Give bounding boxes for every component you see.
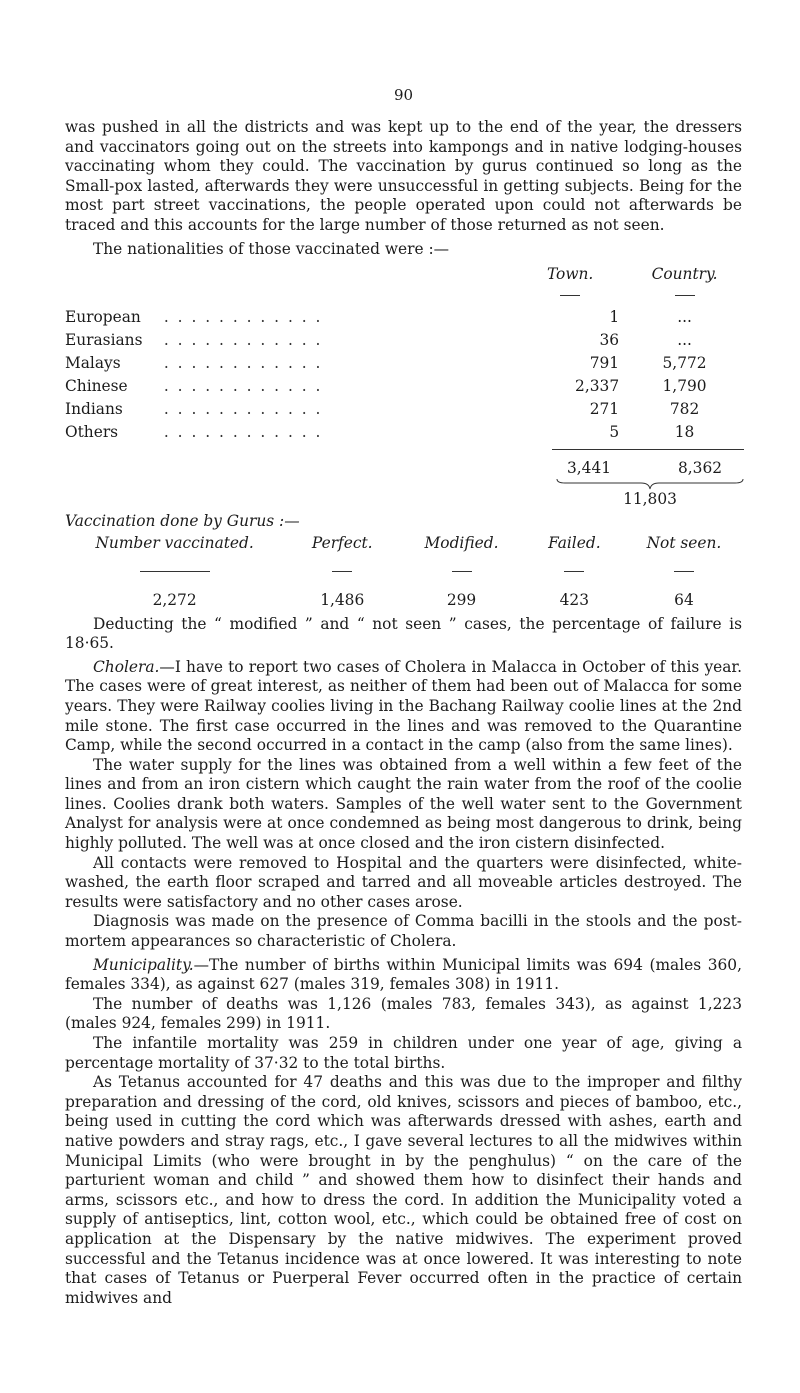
gurus-values-row	[65, 581, 742, 615]
town-value: 2,337	[575, 377, 620, 396]
totals-block	[65, 446, 742, 508]
row-label: Malays	[65, 354, 121, 373]
municipality-text-1: —The number of births within Municipal limits was 694 (males 360, females 334), as against 627 (males 319, females 308) in 1911.	[65, 955, 742, 994]
municipality-heading: Municipality.	[93, 955, 194, 974]
cholera-paragraph-1	[65, 658, 742, 756]
leader-dots: . . . . . . . . . . . .	[163, 308, 323, 327]
town-value: 5	[609, 423, 620, 442]
row-label: Indians	[65, 400, 123, 419]
municipality-paragraph-4: As Tetanus accounted for 47 deaths and this was due to the improper and filthy preparation and dressing of the cord, old knives, scissors and pieces of bamboo, etc., being used in cutting the cord which was afterwards dressed with ashes, earth and native powders and stray rags, etc., I gave several lectures to all the midwives within Municipal Limits (who were brought in by the penghulus) “ on the care of the parturient woman and child ” and showed them how to disinfect their hands and arms, scissors etc., and how to dress the cord. In addition the Municipality voted a supply of antiseptics, lint, cotton wool, etc., which could be obtained free of cost on application at the Dispensary by the native midwives. The experiment proved successful and the Tetanus incidence was at once lowered. It was interesting to note that cases of Tetanus or Puerperal Fever occurred often in the practice of certain midwives and	[65, 1073, 742, 1307]
row-label: Eurasians	[65, 331, 143, 350]
table-row	[65, 423, 742, 446]
leader-dots: . . . . . . . . . . . .	[163, 331, 323, 350]
cholera-paragraph-2: The water supply for the lines was obtained from a well within a few feet of the lines and from an iron cistern which caught the rain water from the roof of the coolie lines. Coolies drank both waters. Samples of the well water sent to the Government Analyst for analysis were at once condemned as being most dangerous to drink, being highly polluted. The well was at once closed and the iron cistern disinfected.	[65, 755, 742, 853]
header-dash	[332, 571, 352, 572]
intro-paragraph: was pushed in all the districts and was kept up to the end of the year, the dressers and vaccinators going out on the streets into kampongs and in native lodging-houses vaccinating whom they could. The vaccination by gurus continued so long as the Small-pox lasted, afterwards they were unsuccessful in getting subjects. Being for the most part street vaccinations, the people operated upon could not afterwards be traced and this accounts for the large number of those returned as not seen.	[65, 118, 742, 234]
header-dash	[560, 295, 580, 296]
table-row	[65, 331, 742, 354]
country-value: 1,790	[662, 377, 707, 396]
col-country-header: Country.	[651, 265, 718, 284]
header-dash	[675, 295, 695, 296]
gurus-title: Vaccination done by Gurus :—	[65, 512, 300, 531]
gurus-header: Number vaccinated.	[95, 533, 254, 552]
row-label: Others	[65, 423, 119, 442]
gurus-header-row	[65, 532, 742, 554]
gurus-value: 2,272	[152, 590, 197, 609]
gurus-table	[65, 532, 742, 615]
row-label: Chinese	[65, 377, 128, 396]
nationalities-intro: The nationalities of those vaccinated were :—	[93, 239, 450, 258]
gurus-value: 1,486	[320, 590, 365, 609]
leader-dots: . . . . . . . . . . . .	[163, 400, 323, 419]
table-row	[65, 400, 742, 423]
cholera-heading: Cholera.	[93, 657, 160, 676]
municipality-paragraph-1	[65, 956, 742, 995]
town-value: 271	[589, 400, 620, 419]
deducting-paragraph: Deducting the “ modified ” and “ not seen ” cases, the percentage of failure is 18·65.	[65, 614, 742, 653]
table-row	[65, 354, 742, 377]
leader-dots: . . . . . . . . . . . .	[163, 377, 323, 396]
totals-rule	[552, 449, 744, 450]
country-value: 782	[669, 400, 700, 419]
cholera-paragraph-4: Diagnosis was made on the presence of Comma bacilli in the stools and the post-mortem appearances so characteristic of Cholera.	[65, 912, 742, 951]
municipality-paragraph-2: The number of deaths was 1,126 (males 783, females 343), as against 1,223 (males 924, females 299) in 1911.	[65, 994, 742, 1033]
nationalities-table	[65, 265, 742, 446]
grand-total: 11,803	[623, 490, 677, 509]
country-value: 5,772	[662, 354, 707, 373]
leader-dots: . . . . . . . . . . . .	[163, 354, 323, 373]
header-dash	[452, 571, 472, 572]
country-value: ...	[677, 308, 692, 327]
total-country: 8,362	[677, 459, 723, 478]
nationalities-rule-row	[65, 285, 742, 308]
municipality-paragraph-3: The infantile mortality was 259 in children under one year of age, giving a percentage mortality of 37·32 to the total births.	[65, 1034, 742, 1072]
town-value: 791	[589, 354, 620, 373]
leader-dots: . . . . . . . . . . . .	[163, 423, 323, 442]
page-number: 90	[393, 86, 414, 104]
gurus-header: Not seen.	[646, 533, 722, 552]
gurus-header: Modified.	[424, 533, 499, 552]
brace-icon	[555, 477, 745, 491]
header-dash	[564, 571, 584, 572]
country-value: ...	[677, 331, 692, 350]
gurus-rule-row	[65, 553, 742, 581]
gurus-header: Failed.	[548, 533, 601, 552]
country-value: 18	[674, 423, 695, 442]
table-row	[65, 377, 742, 400]
table-row	[65, 308, 742, 331]
col-town-header: Town.	[546, 265, 594, 284]
row-label: European	[65, 308, 141, 327]
town-value: 1	[609, 308, 620, 327]
header-dash	[674, 571, 694, 572]
gurus-header: Perfect.	[311, 533, 373, 552]
gurus-value: 299	[446, 590, 477, 609]
cholera-text-1: —I have to report two cases of Cholera in Malacca in October of this year. The cases were of great interest, as neither of them had been out of Malacca for some years. They were Railway coolies living in the Bachang Railway coolie lines at the 2nd mile stone. The first case occurred in the lines and was removed to the Quarantine Camp, while the second occurred in a contact in the camp (also from the same lines).	[65, 657, 742, 755]
nationalities-header-row	[65, 265, 742, 285]
town-value: 36	[599, 331, 620, 350]
gurus-value: 64	[674, 590, 694, 609]
cholera-paragraph-3: All contacts were removed to Hospital and the quarters were disinfected, white-washed, the earth floor scraped and tarred and all moveable articles destroyed. The results were satisfactory and no other cases arose.	[65, 853, 742, 911]
header-dash	[140, 571, 210, 572]
total-town: 3,441	[566, 459, 612, 478]
gurus-value: 423	[559, 590, 590, 609]
